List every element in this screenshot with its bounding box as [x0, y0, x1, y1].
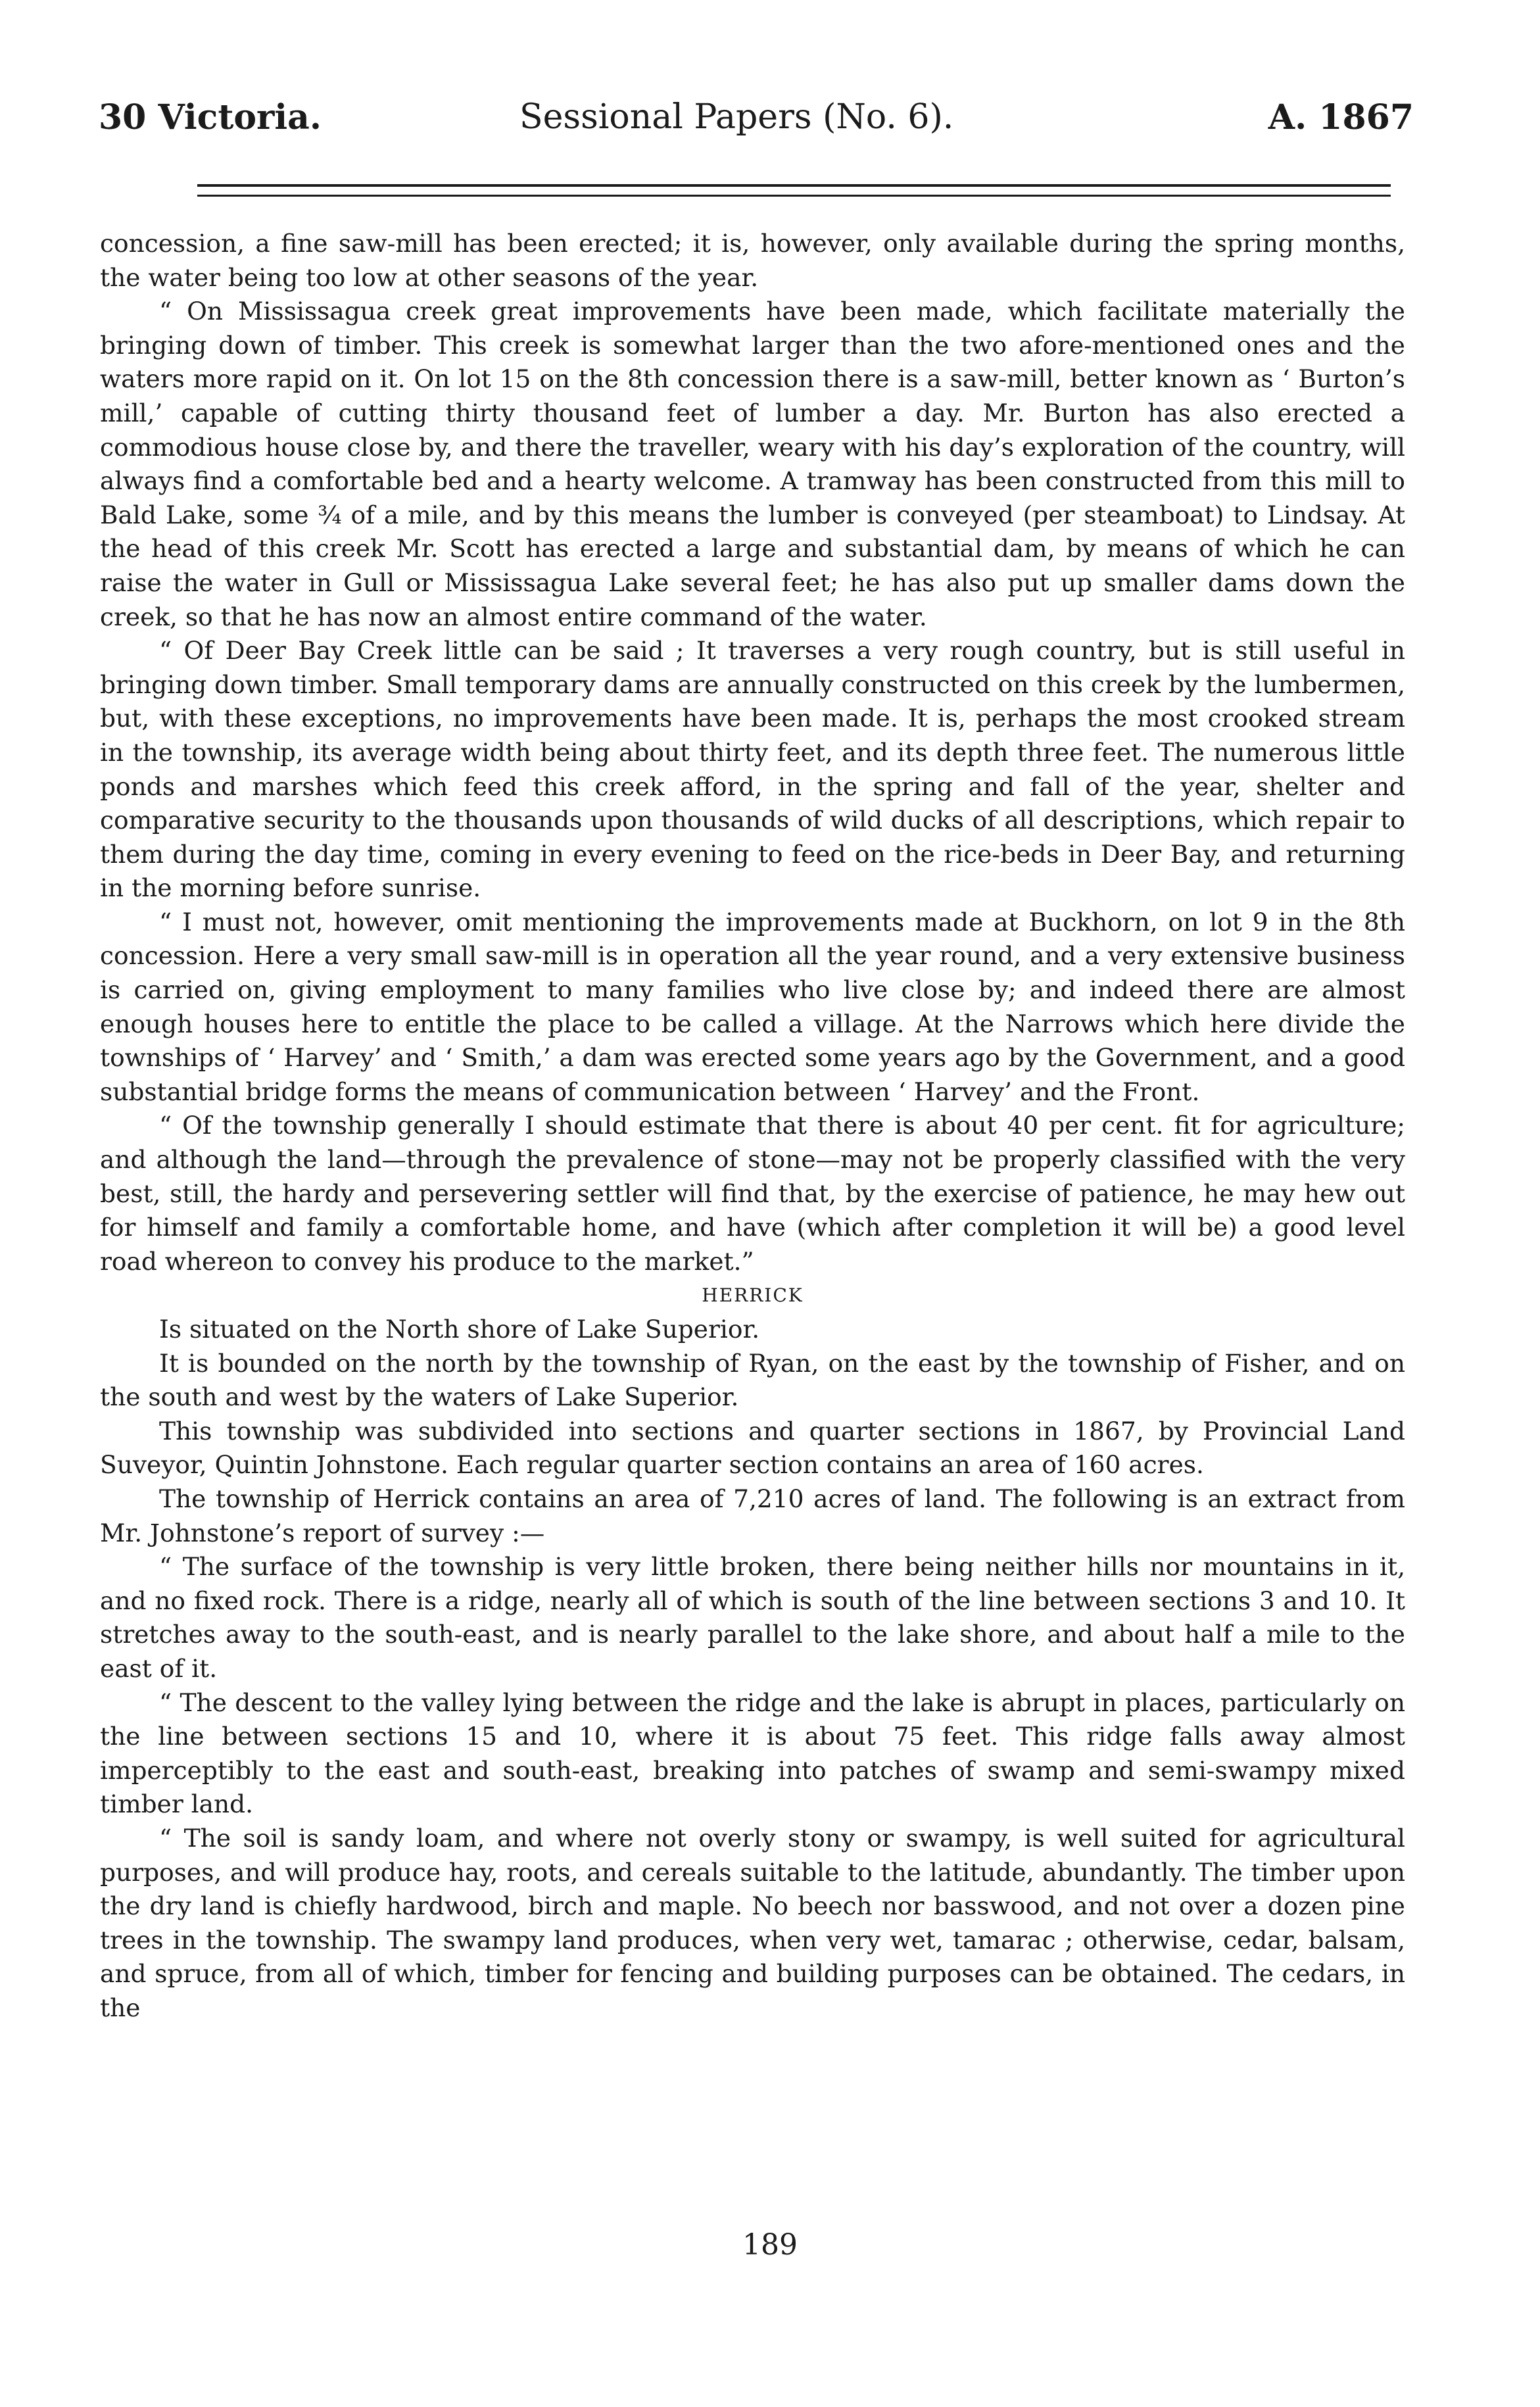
paragraph-deer-bay-creek: “ Of Deer Bay Creek little can be said ; It traverses a very rough country, but is still useful in bringing down timber. Small temporary dams are annually constructed on this creek by the lumbermen, but, with these exceptions, no improvements have been made. It is, perhaps the most crooked stream in the township, its average width being about thirty feet, and its depth three feet. The numerous little ponds and marshes which feed this creek afford, in the spring and fall of the year, shelter and comparative security to the thousands upon thousands of wild ducks of all descriptions, which repair to them during the day time, coming in every evening to feed on the rice-beds in Deer Bay, and returning in the morning before sunrise.	[100, 636, 1405, 903]
running-header	[99, 97, 1414, 143]
paragraph-herrick-area: The township of Herrick contains an area of 7,210 acres of land. The following is an extract from Mr. Johnstone’s report of survey :—	[100, 1484, 1405, 1547]
header-rule-top	[197, 184, 1391, 187]
page-number: 189	[742, 2228, 798, 2262]
paragraph-herrick-soil: “ The soil is sandy loam, and where not overly stony or swampy, is well suited for agricultural purposes, and will produce hay, roots, and cereals suitable to the latitude, abundantly. The timber upon the dry land is chiefly hardwood, birch and maple. No beech nor basswood, and not over a dozen pine trees in the township. The swampy land produces, when very wet, tamarac ; otherwise, cedar, balsam, and spruce, from all of which, timber for fencing and building purposes can be obtained. The cedars, in the	[100, 1823, 1405, 2022]
header-title: Sessional Papers (No. 6).	[519, 97, 954, 137]
paragraph-herrick-bounds: It is bounded on the north by the township of Ryan, on the east by the township of Fisher, and on the south and west by the waters of Lake Superior.	[100, 1348, 1405, 1412]
paragraph-mississagua-creek: “ On Mississagua creek great improvements have been made, which facilitate materially the bringing down of timber. This creek is somewhat larger than the two afore-mentioned ones and the waters more rapid on it. On lot 15 on the 8th concession there is a saw-mill, better known as ‘ Burton’s mill,’ capable of cutting thirty thousand feet of lumber a day. Mr. Burton has also erected a commodious house close by, and there the traveller, weary with his day’s exploration of the country, will always find a comfortable bed and a hearty welcome. A tramway has been constructed from this mill to Bald Lake, some ¾ of a mile, and by this means the lumber is conveyed (per steamboat) to Lindsay. At the head of this creek Mr. Scott has erected a large and substantial dam, by means of which he can raise the water in Gull or Mississagua Lake several feet; he has also put up smaller dams down the creek, so that he has now an almost entire command of the water.	[100, 297, 1405, 631]
paragraph-continuation: concession, a fine saw-mill has been erected; it is, however, only available during the spring months, the water being too low at other seasons of the year.	[100, 229, 1405, 292]
paragraph-township-general: “ Of the township generally I should estimate that there is about 40 per cent. fit for agriculture; and although the land—through the prevalence of stone—may not be properly classified with the very best, still, the hardy and persevering settler will find that, by the exercise of patience, he may hew out for himself and family a comfortable home, and have (which after completion it will be) a good level road whereon to convey his produce to the market.”	[100, 1111, 1405, 1276]
paragraph-buckhorn: “ I must not, however, omit mentioning the improvements made at Buckhorn, on lot 9 in the 8th concession. Here a very small saw-mill is in operation all the year round, and a very extensive business is carried on, giving employment to many families who live close by; and indeed there are almost enough houses here to entitle the place to be called a village. At the Narrows which here divide the townships of ‘ Harvey’ and ‘ Smith,’ a dam was erected some years ago by the Government, and a good substantial bridge forms the means of communication between ‘ Harvey’ and the Front.	[100, 907, 1405, 1106]
header-volume: 30 Victoria.	[99, 97, 322, 137]
paragraph-herrick-location: Is situated on the North shore of Lake Superior.	[159, 1315, 760, 1344]
page-body	[100, 227, 1405, 2025]
paragraph-herrick-subdivision: This township was subdivided into sections and quarter sections in 1867, by Provincial Land Suveyor, Quintin Johnstone. Each regular quarter section contains an area of 160 acres.	[100, 1416, 1405, 1480]
section-heading-herrick: HERRICK	[702, 1284, 804, 1307]
header-rule-bottom	[197, 195, 1391, 197]
paragraph-herrick-surface: “ The surface of the township is very little broken, there being neither hills nor mountains in it, and no fixed rock. There is a ridge, nearly all of which is south of the line between sections 3 and 10. It stretches away to the south-east, and is nearly parallel to the lake shore, and about half a mile to the east of it.	[100, 1552, 1405, 1683]
paragraph-herrick-descent: “ The descent to the valley lying between the ridge and the lake is abrupt in places, particularly on the line between sections 15 and 10, where it is about 75 feet. This ridge falls away almost imperceptibly to the east and south-east, breaking into patches of swamp and semi-swampy mixed timber land.	[100, 1688, 1405, 1819]
header-year: A. 1867	[1268, 97, 1414, 137]
